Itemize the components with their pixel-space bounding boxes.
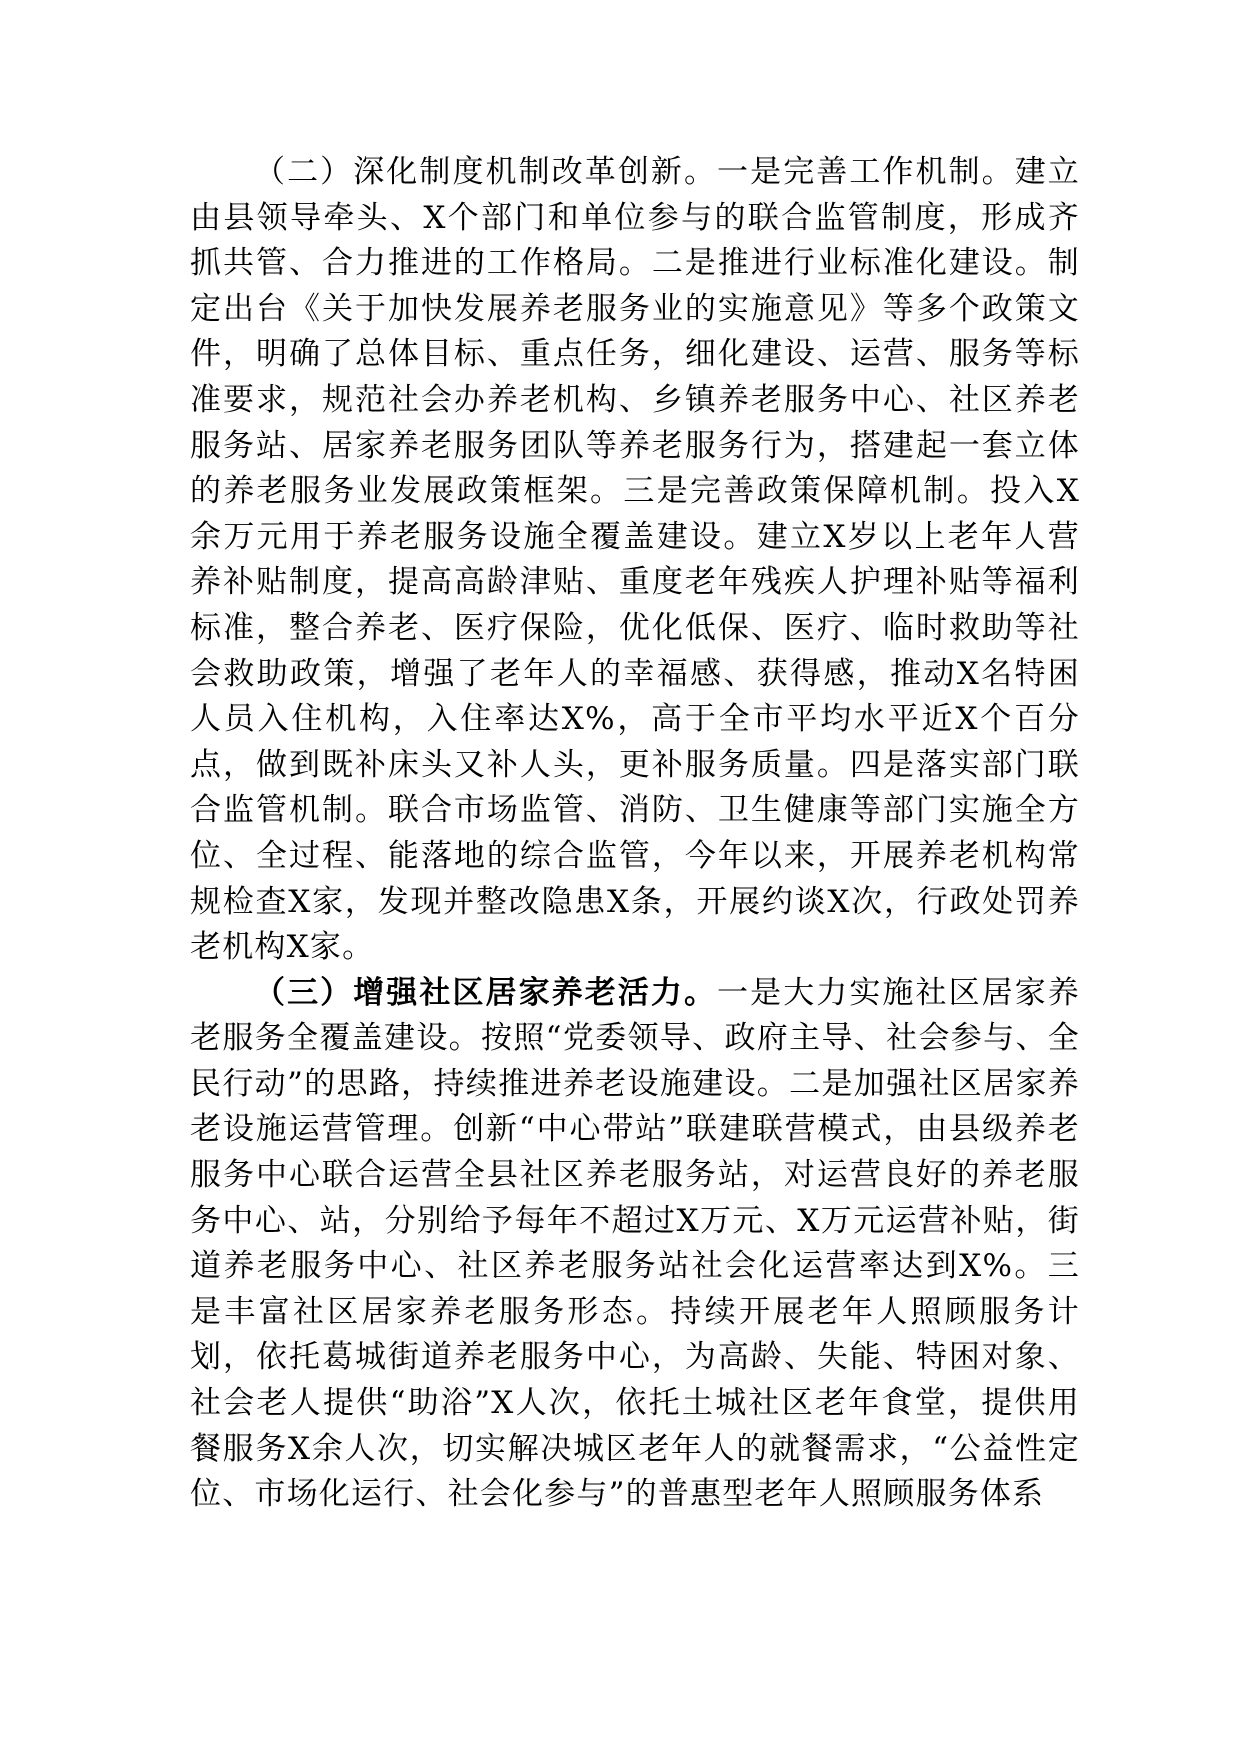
paragraph-text: （二）深化制度机制改革创新。一是完善工作机制。建立由县领导牵头、X个部门和单位参与的联合监管制度，形成齐抓共管、合力推进的工作格局。二是推进行业标准化建设。制定出台《关于加快发展养老服务业的实施意见》等多个政策文件，明确了总体目标、重点任务，细化建设、运营、服务等标准要求，规范社会办养老机构、乡镇养老服务中心、社区养老服务站、居家养老服务团队等养老服务行为，搭建起一套立体的养老服务业发展政策框架。三是完善政策保障机制。投入X余万元用于养老服务设施全覆盖建设。建立X岁以上老年人营养补贴制度，提高高龄津贴、重度老年残疾人护理补贴等福利标准，整合养老、医疗保险，优化低保、医疗、临时救助等社会救助政策，增强了老年人的幸福感、获得感，推动X名特困人员入住机构，入住率达X%，高于全市平均水平近X个百分点，做到既补床头又补人头，更补服务质量。四是落实部门联合监管机制。联合市场监管、消防、卫生健康等部门实施全方位、全过程、能落地的综合监管，今年以来，开展养老机构常规检查X家，发现并整改隐患X条，开展约谈X次，行政处罚养老机构X家。 (190, 154, 1080, 966)
section-heading: （三）增强社区居家养老活力。 (254, 974, 718, 1011)
paragraph-institutional-reform (190, 150, 1080, 971)
paragraph-community-elderly-care (190, 971, 1080, 1518)
paragraph-text: 一是大力实施社区居家养老服务全覆盖建设。按照“党委领导、政府主导、社会参与、全民行动”的思路，持续推进养老设施建设。二是加强社区居家养老设施运营管理。创新“中心带站”联建联营模式，由县级养老服务中心联合运营全县社区养老服务站，对运营良好的养老服务中心、站，分别给予每年不超过X万元、X万元运营补贴，街道养老服务中心、社区养老服务站社会化运营率达到X%。三是丰富社区居家养老服务形态。持续开展老年人照顾服务计划，依托葛城街道养老服务中心，为高龄、失能、特困对象、社会老人提供“助浴”X人次，依托土城社区老年食堂，提供用餐服务X余人次，切实解决城区老年人的就餐需求，“公益性定位、市场化运行、社会化参与”的普惠型老年人照顾服务体系 (190, 974, 1080, 1513)
document-body (190, 150, 1080, 1518)
